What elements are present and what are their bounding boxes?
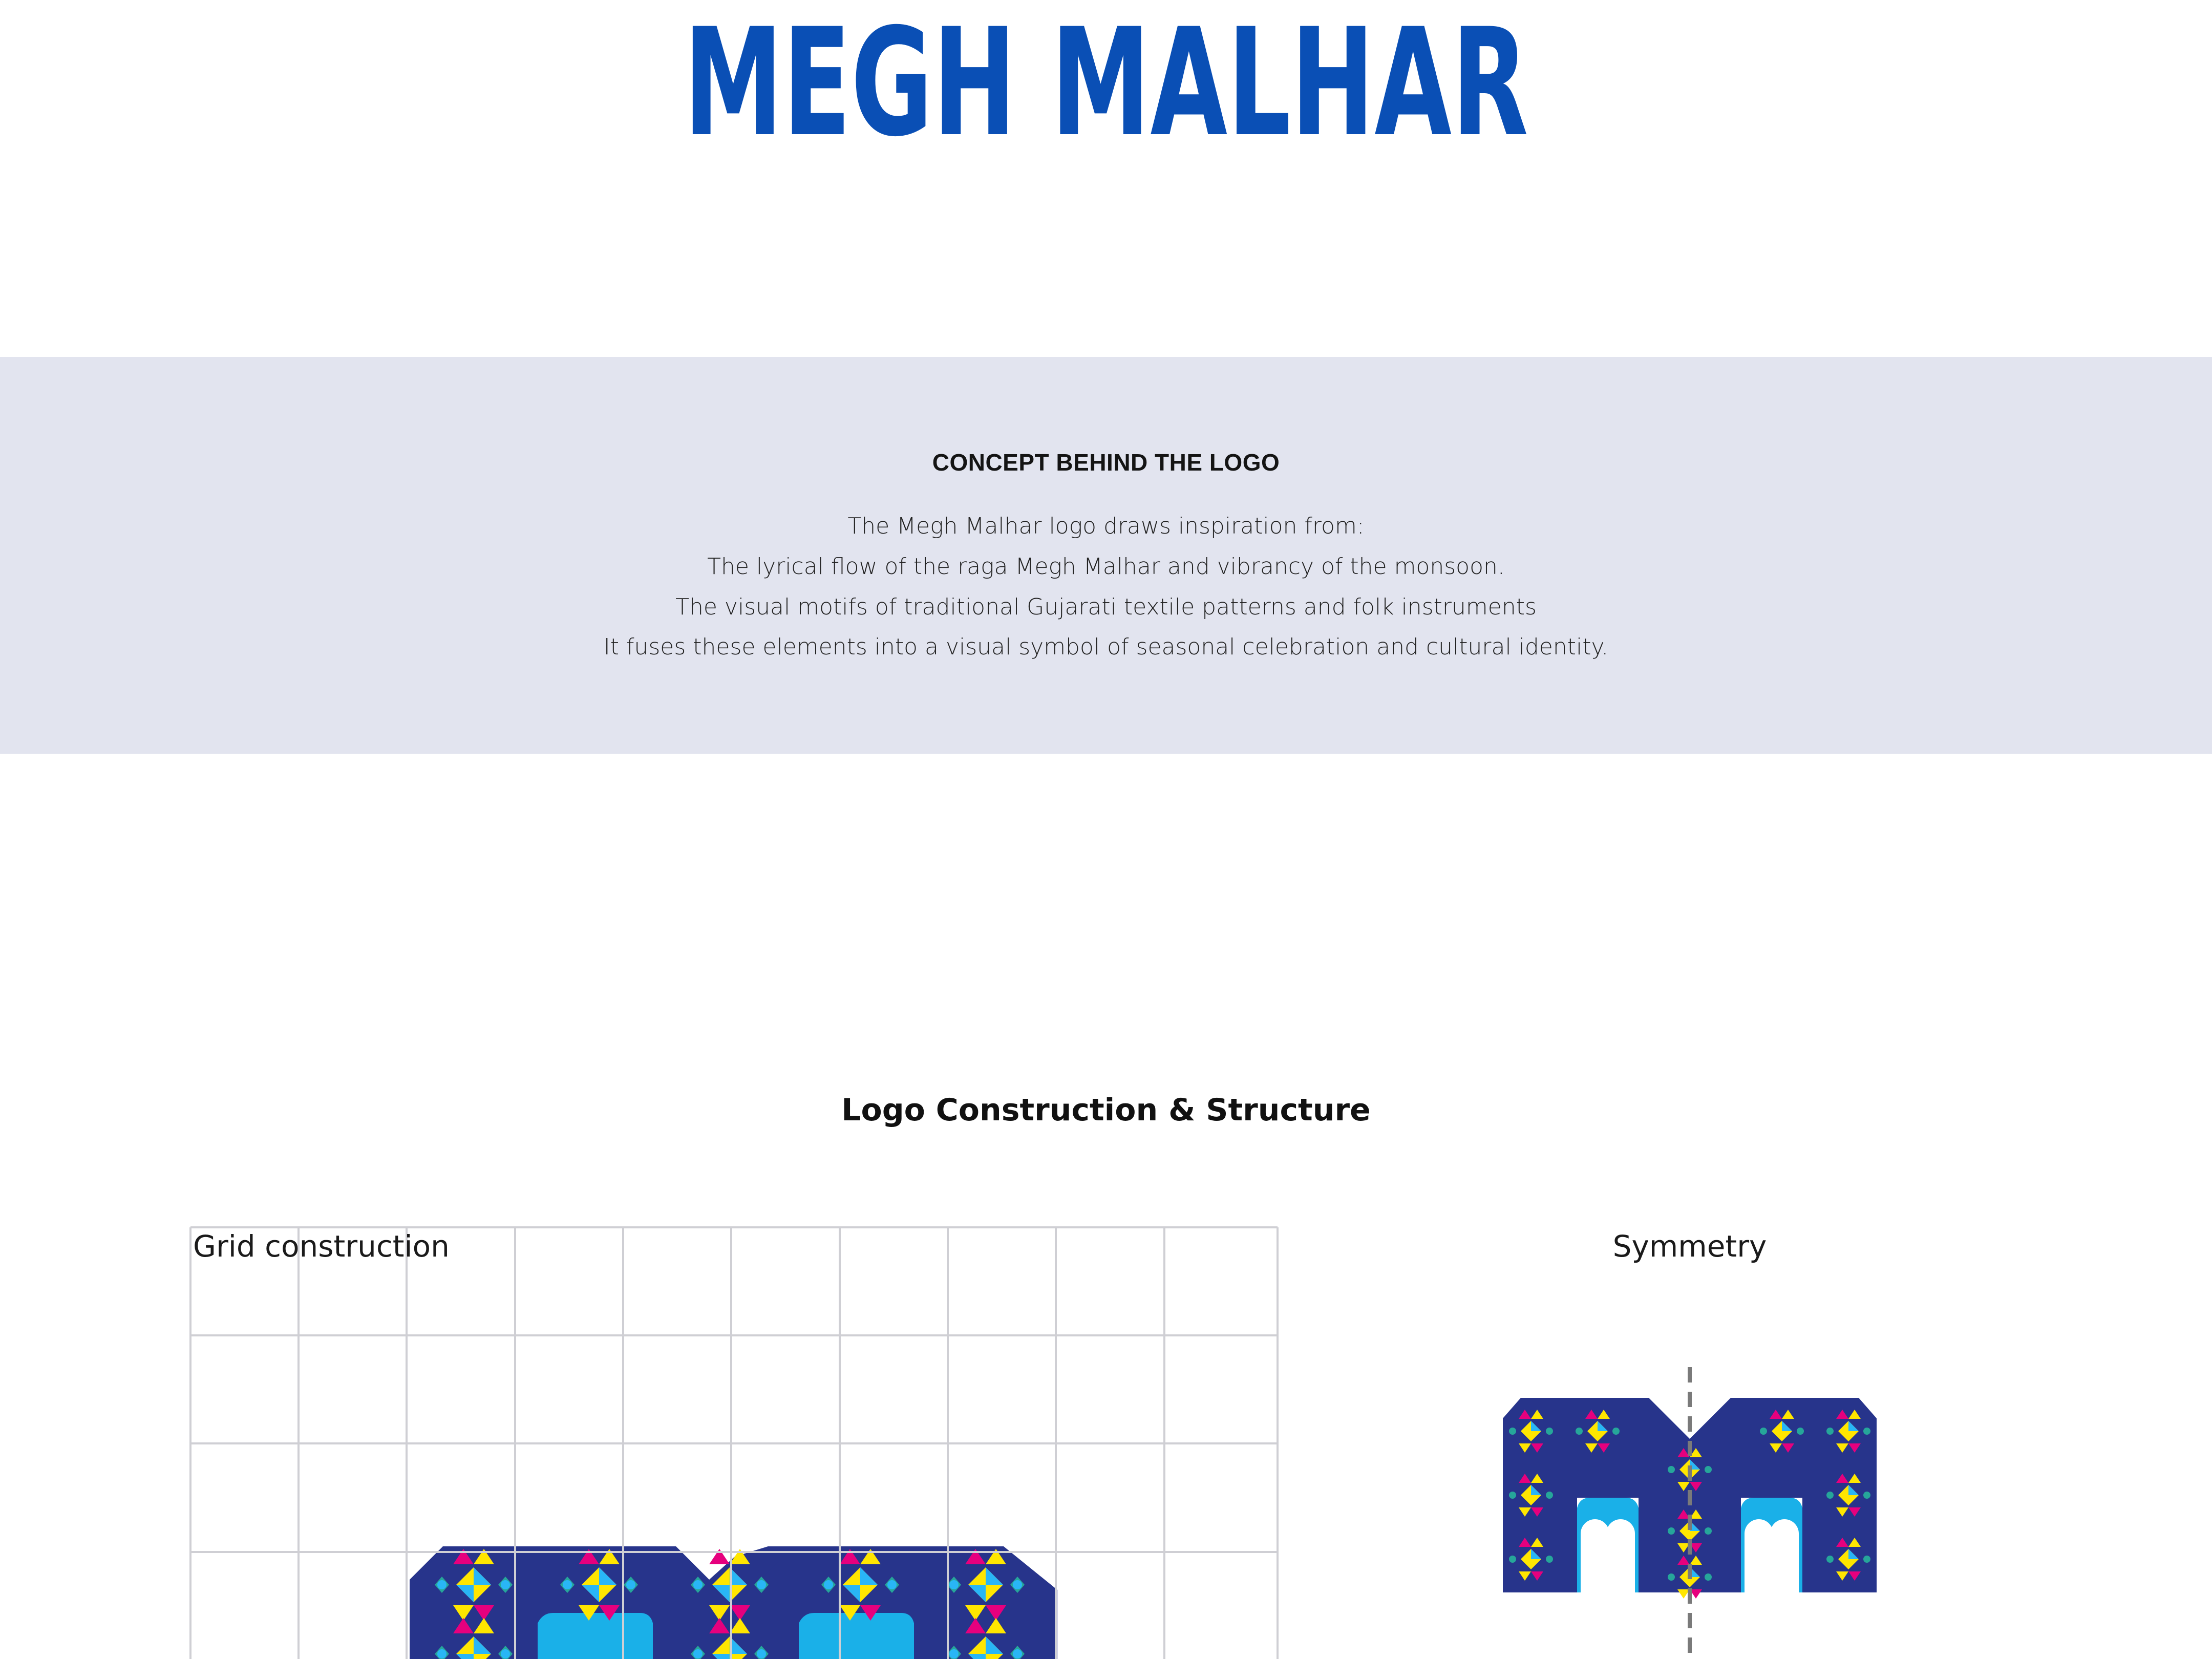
- brand-title-text: MEGH MALHAR: [684, 0, 1528, 154]
- symmetry-label: Symmetry: [1612, 1229, 1767, 1264]
- brand-title-wordmark: [0, 0, 2212, 154]
- symmetry-figure: [1495, 1362, 1884, 1659]
- grid-construction-label: Grid construction: [193, 1229, 450, 1264]
- concept-heading: CONCEPT BEHIND THE LOGO: [932, 449, 1280, 476]
- concept-line-1: The Megh Malhar logo draws inspiration from:: [847, 513, 1365, 539]
- concept-line-3: The visual motifs of traditional Gujarati textile patterns and folk instruments: [675, 594, 1537, 620]
- concept-line-2: The lyrical flow of the raga Megh Malhar and vibrancy of the monsoon.: [707, 554, 1505, 580]
- grid-construction-figure: [189, 1226, 1280, 1659]
- concept-line-4: It fuses these elements into a visual symbol of seasonal celebration and cultural identity.: [603, 634, 1609, 660]
- construction-heading: Logo Construction & Structure: [841, 1092, 1371, 1128]
- grid-logo-m: [410, 1546, 1057, 1659]
